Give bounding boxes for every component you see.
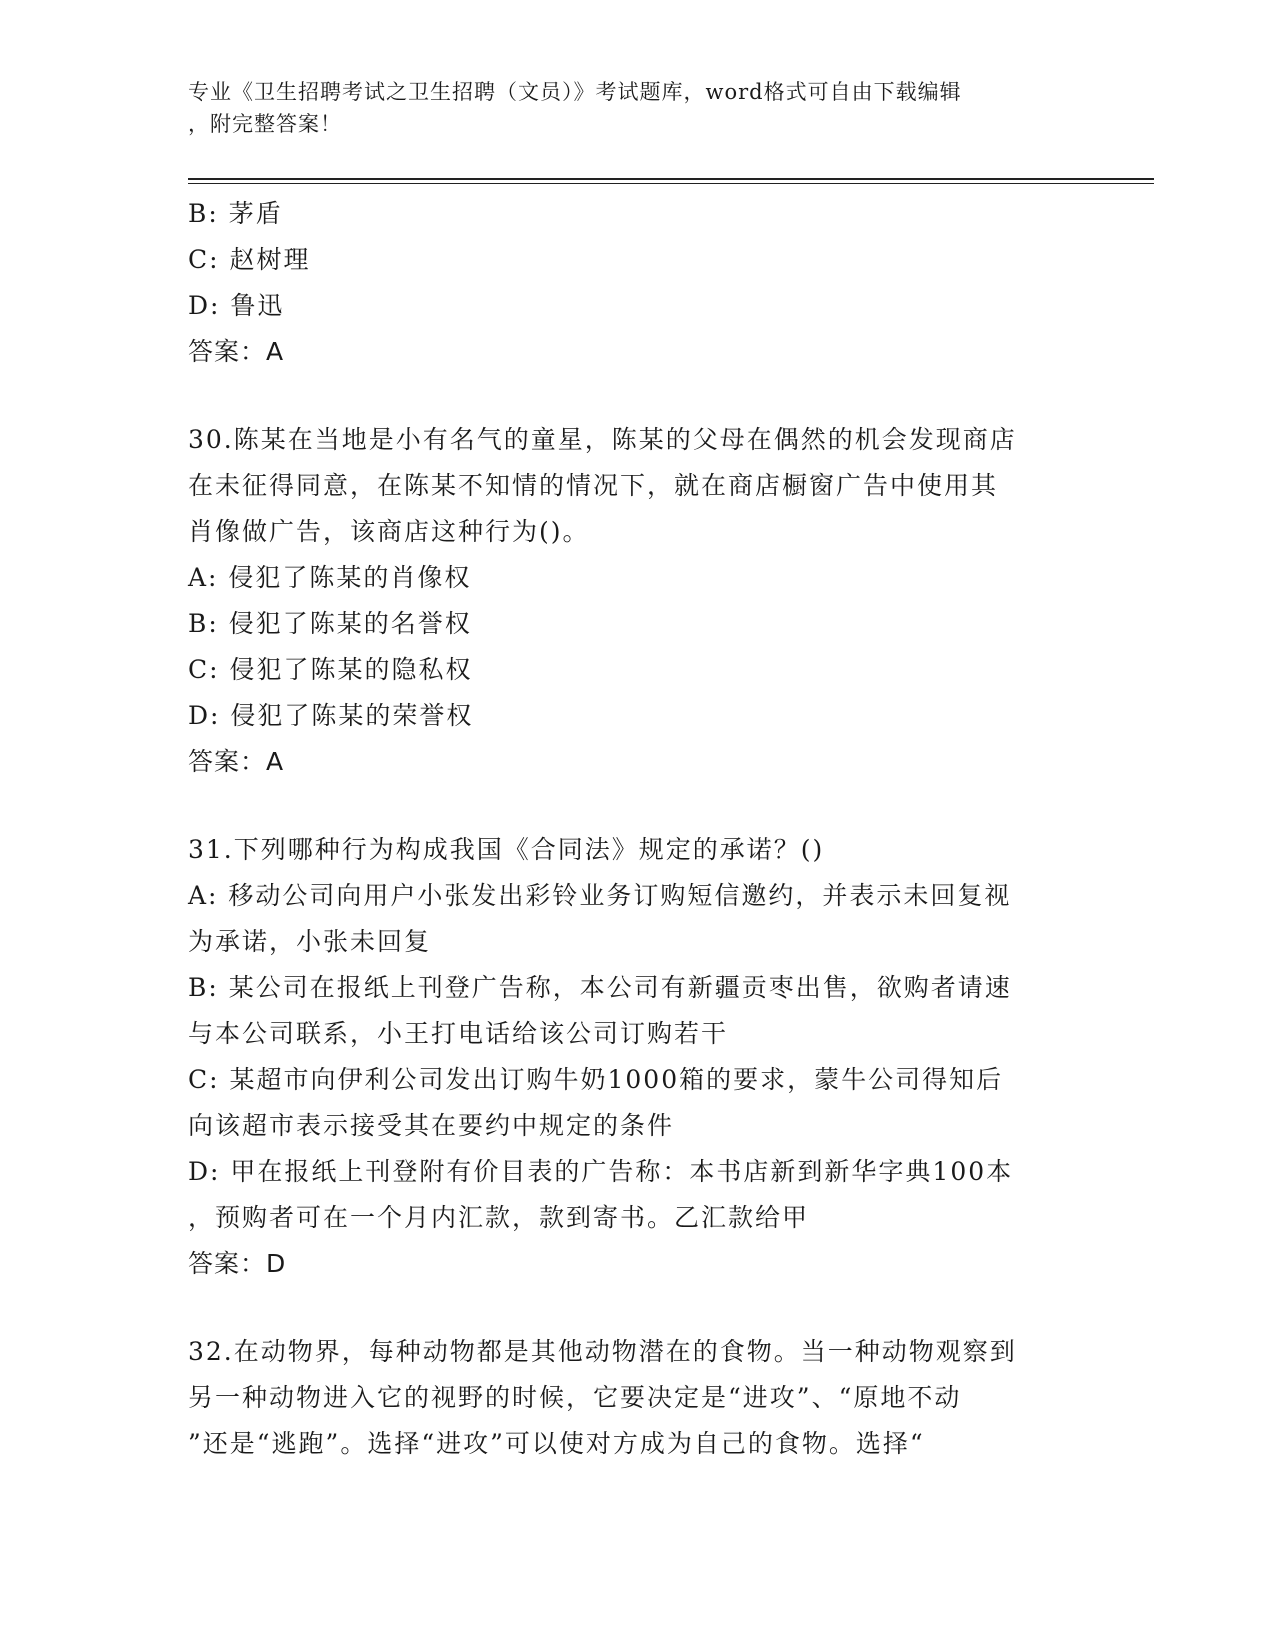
option-d-line-1: D: 甲在报纸上刊登附有价目表的广告称：本书店新到新华字典100本 (188, 1157, 1014, 1186)
question-stem-line: ”还是“逃跑”。选择“进攻”可以使对方成为自己的食物。选择“ (188, 1429, 925, 1458)
answer-line: 答案：D (188, 1249, 287, 1278)
option-d: D: 鲁迅 (188, 291, 285, 320)
header-line-1: 专业《卫生招聘考试之卫生招聘（文员）》考试题库，word格式可自由下载编辑 (188, 80, 962, 104)
answer-line: 答案：A (188, 747, 285, 776)
header-divider-thick (188, 178, 1154, 180)
option-d: D: 侵犯了陈某的荣誉权 (188, 701, 474, 730)
option-b: B: 侵犯了陈某的名誉权 (188, 609, 472, 638)
option-a: A: 侵犯了陈某的肖像权 (188, 563, 472, 592)
option-b: B: 茅盾 (188, 199, 283, 228)
question-stem-line: 31.下列哪种行为构成我国《合同法》规定的承诺？() (188, 835, 825, 864)
question-list (188, 191, 1088, 1467)
option-c-line-2: 向该超市表示接受其在要约中规定的条件 (188, 1111, 675, 1140)
option-d-line-2: ，预购者可在一个月内汇款，款到寄书。乙汇款给甲 (188, 1203, 810, 1232)
header-divider-thin (188, 183, 1154, 184)
question-29 (188, 191, 1088, 375)
option-c-line-1: C: 某超市向伊利公司发出订购牛奶1000箱的要求，蒙牛公司得知后 (188, 1065, 1004, 1094)
option-b-line-1: B: 某公司在报纸上刊登广告称，本公司有新疆贡枣出售，欲购者请速 (188, 973, 1012, 1002)
question-gap (188, 375, 1088, 417)
question-32 (188, 1329, 1088, 1467)
option-b-line-2: 与本公司联系，小王打电话给该公司订购若干 (188, 1019, 729, 1048)
header-line-2: ，附完整答案！ (188, 112, 342, 136)
document-header (188, 76, 1068, 140)
question-31 (188, 827, 1088, 1287)
option-c: C: 赵树理 (188, 245, 311, 274)
question-stem-line: 在未征得同意，在陈某不知情的情况下，就在商店橱窗广告中使用其 (188, 471, 999, 500)
question-gap (188, 1287, 1088, 1329)
question-stem-line: 30.陈某在当地是小有名气的童星，陈某的父母在偶然的机会发现商店 (188, 425, 1017, 454)
question-stem-line: 另一种动物进入它的视野的时候，它要决定是“进攻”、“原地不动 (188, 1383, 962, 1412)
question-stem-line: 肖像做广告，该商店这种行为()。 (188, 517, 590, 546)
answer-line: 答案：A (188, 337, 285, 366)
option-a-line-2: 为承诺，小张未回复 (188, 927, 432, 956)
option-c: C: 侵犯了陈某的隐私权 (188, 655, 473, 684)
question-stem-line: 32.在动物界，每种动物都是其他动物潜在的食物。当一种动物观察到 (188, 1337, 1017, 1366)
option-a-line-1: A: 移动公司向用户小张发出彩铃业务订购短信邀约，并表示未回复视 (188, 881, 1012, 910)
question-gap (188, 785, 1088, 827)
question-30 (188, 417, 1088, 785)
